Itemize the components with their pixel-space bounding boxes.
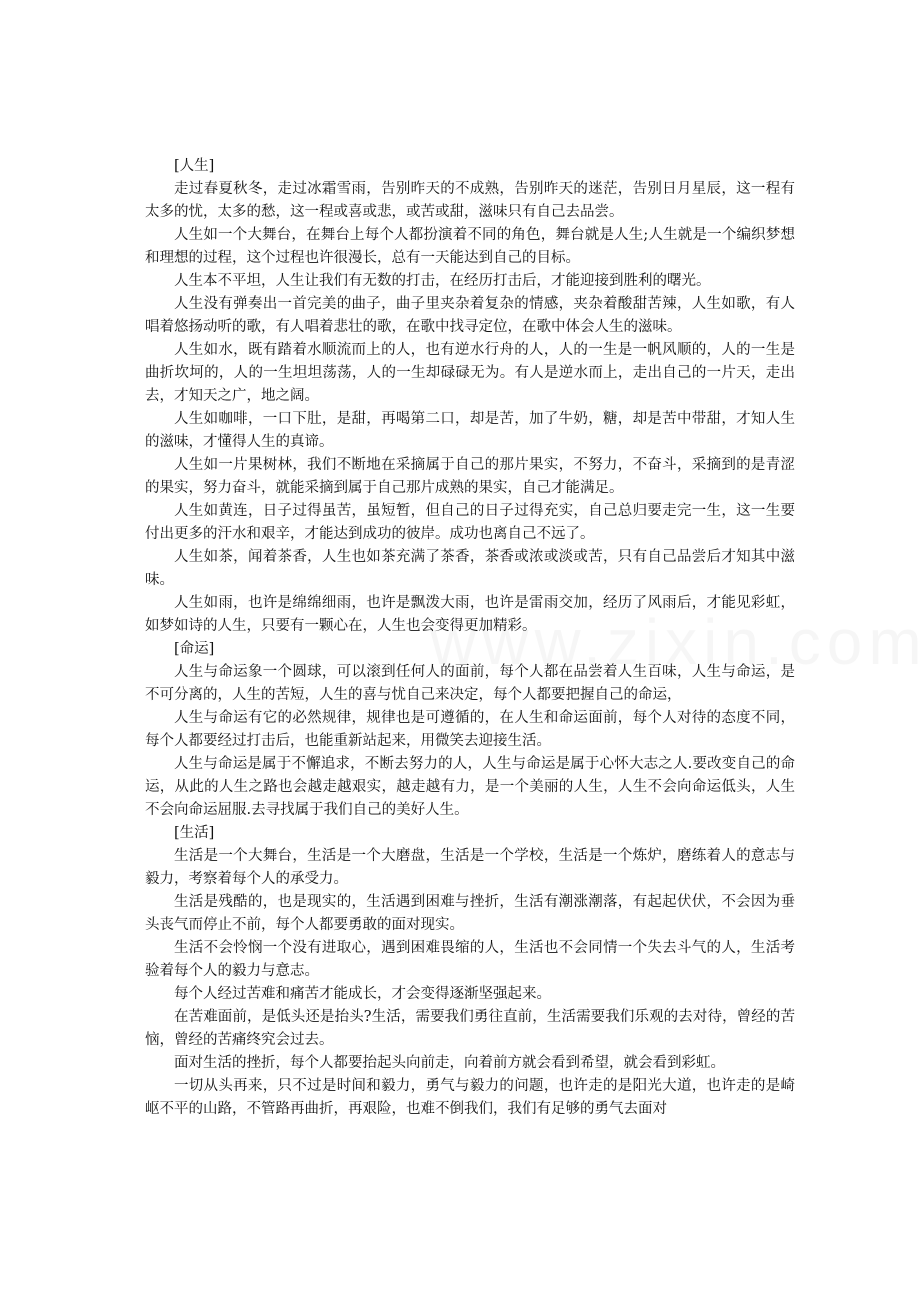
paragraph: 生活是残酷的，也是现实的，生活遇到困难与挫折，生活有潮涨潮落，有起起伏伏，不会因为垂头丧气而停止不前，每个人都要勇敢的面对现实。 — [145, 894, 795, 933]
paragraph: 人生与命运是属于不懈追求，不断去努力的人，人生与命运是属于心怀大志之人.要改变自己的命运，从此的人生之路也会越走越艰实，越走越有力，是一个美丽的人生，人生不会向命运低头，人生不会向命运屈服.去寻找属于我们自己的美好人生。 — [145, 756, 795, 818]
paragraph: 人生如水，既有踏着水顺流而上的人，也有逆水行舟的人，人的一生是一帆风顺的，人的一生是曲折坎坷的，人的一生坦坦荡荡，人的一生却碌碌无为。有人是逆水而上，走出自己的一片天，走出去，才知天之广，地之阔。 — [145, 342, 795, 404]
paragraph: 走过春夏秋冬，走过冰霜雪雨，告别昨天的不成熟，告别昨天的迷茫，告别日月星辰，这一程有太多的忧，太多的愁，这一程或喜或悲，或苦或甜，滋味只有自己去品尝。 — [145, 181, 795, 220]
paragraph: 人生如一个大舞台，在舞台上每个人都扮演着不同的角色，舞台就是人生;人生就是一个编织梦想和理想的过程，这个过程也许很漫长，总有一天能达到自己的目标。 — [145, 227, 795, 266]
paragraph: 生活是一个大舞台，生活是一个大磨盘，生活是一个学校，生活是一个炼炉，磨练着人的意志与毅力，考察着每个人的承受力。 — [145, 848, 795, 887]
section-heading: [命运] — [174, 641, 215, 657]
paragraph: 人生如一片果树林，我们不断地在采摘属于自己的那片果实，不努力，不奋斗，采摘到的是青涩的果实，努力奋斗，就能采摘到属于自己那片成熟的果实，自己才能满足。 — [145, 457, 795, 496]
paragraph: 人生如咖啡，一口下肚，是甜，再喝第二口，却是苦，加了牛奶，糖，却是苦中带甜，才知人生的滋味，才懂得人生的真谛。 — [145, 411, 795, 450]
paragraph: 面对生活的挫折，每个人都要抬起头向前走，向着前方就会看到希望，就会看到彩虹。 — [174, 1055, 725, 1071]
paragraph: 人生如茶，闻着茶香，人生也如茶充满了茶香，茶香或浓或淡或苦，只有自己品尝后才知其中滋味。 — [145, 549, 795, 588]
paragraph: 一切从头再来，只不过是时间和毅力，勇气与毅力的问题，也许走的是阳光大道，也许走的是崎岖不平的山路，不管路再曲折，再艰险，也难不倒我们，我们有足够的勇气去面对 — [145, 1078, 795, 1117]
section-heading: [生活] — [174, 825, 215, 841]
paragraph: 人生与命运象一个圆球，可以滚到任何人的面前，每个人都在品尝着人生百味，人生与命运，是不可分离的，人生的苦短，人生的喜与忧自己来决定，每个人都要把握自己的命运， — [145, 664, 795, 703]
paragraph: 人生没有弹奏出一首完美的曲子，曲子里夹杂着复杂的情感，夹杂着酸甜苦辣，人生如歌，有人唱着悠扬动听的歌，有人唱着悲壮的歌，在歌中找寻定位，在歌中体会人生的滋味。 — [145, 296, 795, 335]
paragraph: 每个人经过苦难和痛苦才能成长，才会变得逐渐坚强起来。 — [174, 986, 551, 1002]
paragraph: 人生与命运有它的必然规律，规律也是可遵循的，在人生和命运面前，每个人对待的态度不同，每个人都要经过打击后，也能重新站起来，用微笑去迎接生活。 — [145, 710, 795, 749]
paragraph: 人生如黄连，日子过得虽苦，虽短暂，但自己的日子过得充实，自己总归要走完一生，这一生要付出更多的汗水和艰辛，才能达到成功的彼岸。成功也离自己不远了。 — [145, 503, 795, 542]
paragraph: 人生本不平坦，人生让我们有无数的打击，在经历打击后，才能迎接到胜利的曙光。 — [174, 273, 711, 289]
paragraph: 生活不会怜悯一个没有进取心，遇到困难畏缩的人，生活也不会同情一个失去斗气的人，生活考验着每个人的毅力与意志。 — [145, 940, 795, 979]
section-heading: [人生] — [174, 158, 215, 174]
paragraph: 在苦难面前，是低头还是抬头?生活，需要我们勇往直前，生活需要我们乐观的去对待，曾经的苦恼，曾经的苦痛终究会过去。 — [145, 1009, 795, 1048]
paragraph: 人生如雨，也许是绵绵细雨，也许是飘泼大雨，也许是雷雨交加，经历了风雨后，才能见彩虹，如梦如诗的人生，只要有一颗心在，人生也会变得更加精彩。 — [145, 595, 795, 634]
document-body — [145, 155, 795, 1121]
